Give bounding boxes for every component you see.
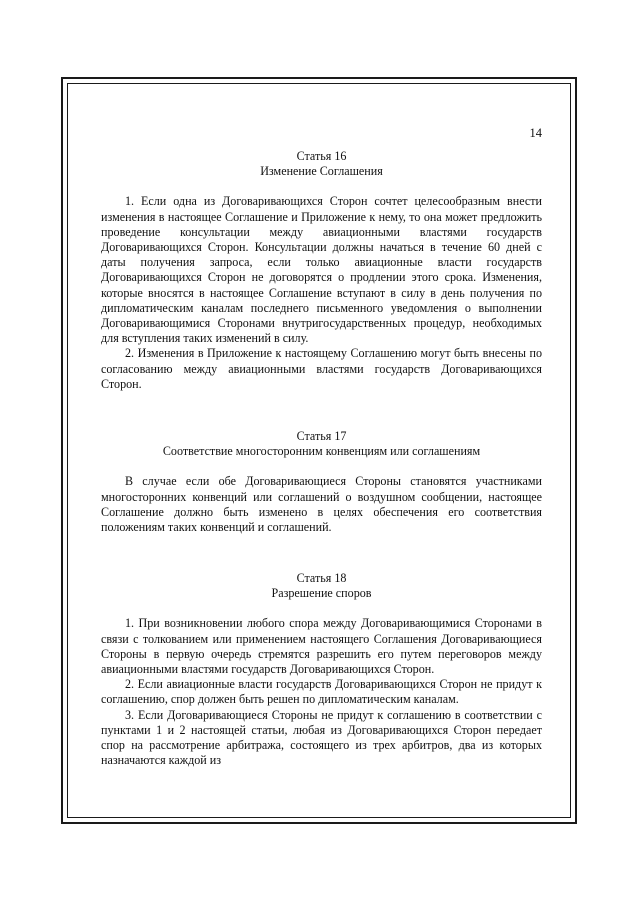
article-number: Статья 17 — [296, 429, 347, 443]
paragraph: 1. При возникновении любого спора между Договаривающимися Сторонами в связи с толкованием или применением настоящего Соглашения Договаривающиеся Стороны в первую очередь стремятся разрешить его путем переговоров между авиационными властями государств Договаривающихся Сторон. — [101, 616, 542, 677]
paragraph: 3. Если Договаривающиеся Стороны не придут к соглашению в соответствии с пунктами 1 и 2 настоящей статьи, любая из Договаривающихся Сторон передает спор на рассмотрение арбитража, состоящего из трех арбитров, два из которых назначаются каждой из — [101, 707, 542, 768]
article-title: Соответствие многосторонним конвенциям или соглашениям — [162, 444, 481, 459]
paragraph: 2. Если авиационные власти государств Договаривающихся Сторон не придут к соглашению, спор должен быть решен по дипломатическим каналам. — [101, 677, 542, 707]
page-number: 14 — [529, 126, 542, 140]
article-title: Изменение Соглашения — [260, 164, 383, 179]
article-17 — [101, 429, 542, 535]
article-number: Статья 18 — [296, 571, 347, 585]
paragraph: 2. Изменения в Приложение к настоящему Соглашению могут быть внесены по согласованию между авиационными властями государств Договаривающихся Сторон. — [101, 346, 542, 391]
article-16 — [101, 149, 542, 392]
article-18 — [101, 571, 542, 768]
article-title: Разрешение споров — [271, 586, 372, 601]
paragraph: 1. Если одна из Договаривающихся Сторон сочтет целесообразным внести изменения в настоящее Соглашение и Приложение к нему, то она может предложить проведение консультации между авиационными властями государств Договаривающихся Сторон. Консультации должны начаться в течение 60 дней с даты получения запроса, если только авиационные власти государств Договаривающихся Сторон не договорятся о продлении этого срока. Изменения, которые вносятся в настоящее Соглашение вступают в силу в день получения по дипломатическим каналам последнего письменного уведомления о выполнении Договаривающимися Сторонами внутригосударственных процедур, необходимых для вступления таких изменений в силу. — [101, 194, 542, 346]
paragraph: В случае если обе Договаривающиеся Стороны становятся участниками многосторонних конвенций или соглашений о воздушном сообщении, настоящее Соглашение должно быть изменено в целях обеспечения его соответствия положениям таких конвенций и соглашений. — [101, 474, 542, 535]
article-number: Статья 16 — [296, 149, 347, 163]
